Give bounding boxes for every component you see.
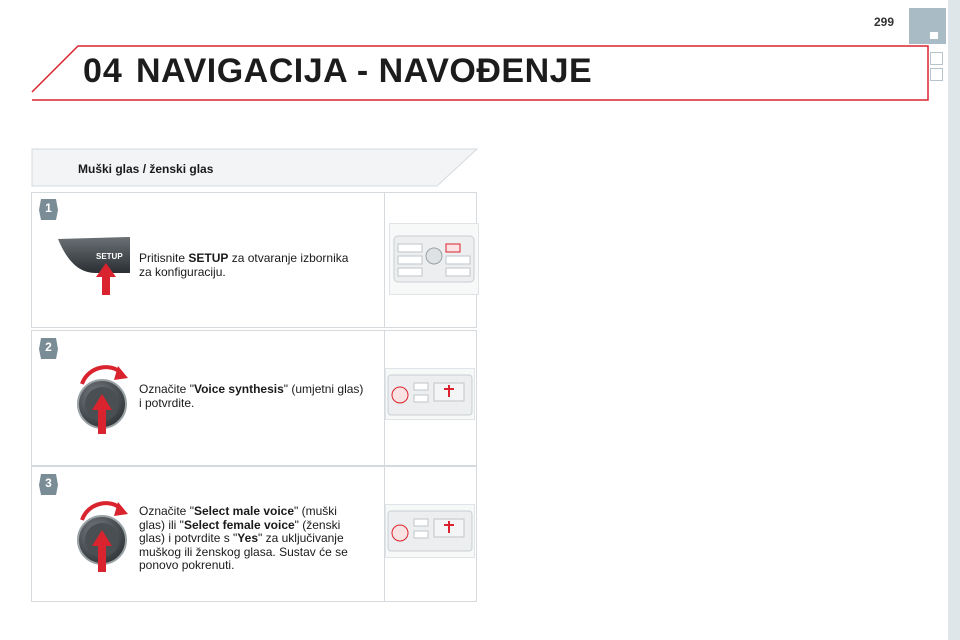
radio-panel-image-3 [385, 504, 475, 558]
step-1-text: Pritisnite SETUP za otvaranje izbornika za konfiguraciju. [139, 251, 349, 279]
setup-label: SETUP [96, 252, 123, 261]
setup-button-icon [58, 233, 134, 297]
radio-panel-image-2 [385, 368, 475, 420]
step-3-badge: 3 [38, 473, 59, 496]
page-edge-strip [948, 0, 960, 640]
page-number: 299 [874, 15, 895, 29]
step-2-badge: 2 [38, 337, 59, 360]
page-tab-marker [909, 8, 946, 44]
rotary-knob-icon [72, 496, 132, 576]
chapter-number: 04 [83, 52, 123, 90]
step-1-badge: 1 [38, 198, 59, 221]
step-2-text: Označite "Voice synthesis" (umjetni glas) i potvrdite. [139, 382, 364, 410]
section-subheading: Muški glas / ženski glas [78, 162, 214, 176]
step-3-text: Označite "Select male voice" (muški glas) ili "Select female voice" (ženski glas) i potvrdite s "Yes" za uključivanje muškog ili ženskog glasa. Sustav će se ponovo pokrenuti. [139, 504, 348, 572]
chapter-title: NAVIGACIJA - NAVOĐENJE [136, 52, 593, 90]
rotary-knob-icon [72, 360, 132, 438]
radio-panel-image-1 [389, 223, 479, 295]
